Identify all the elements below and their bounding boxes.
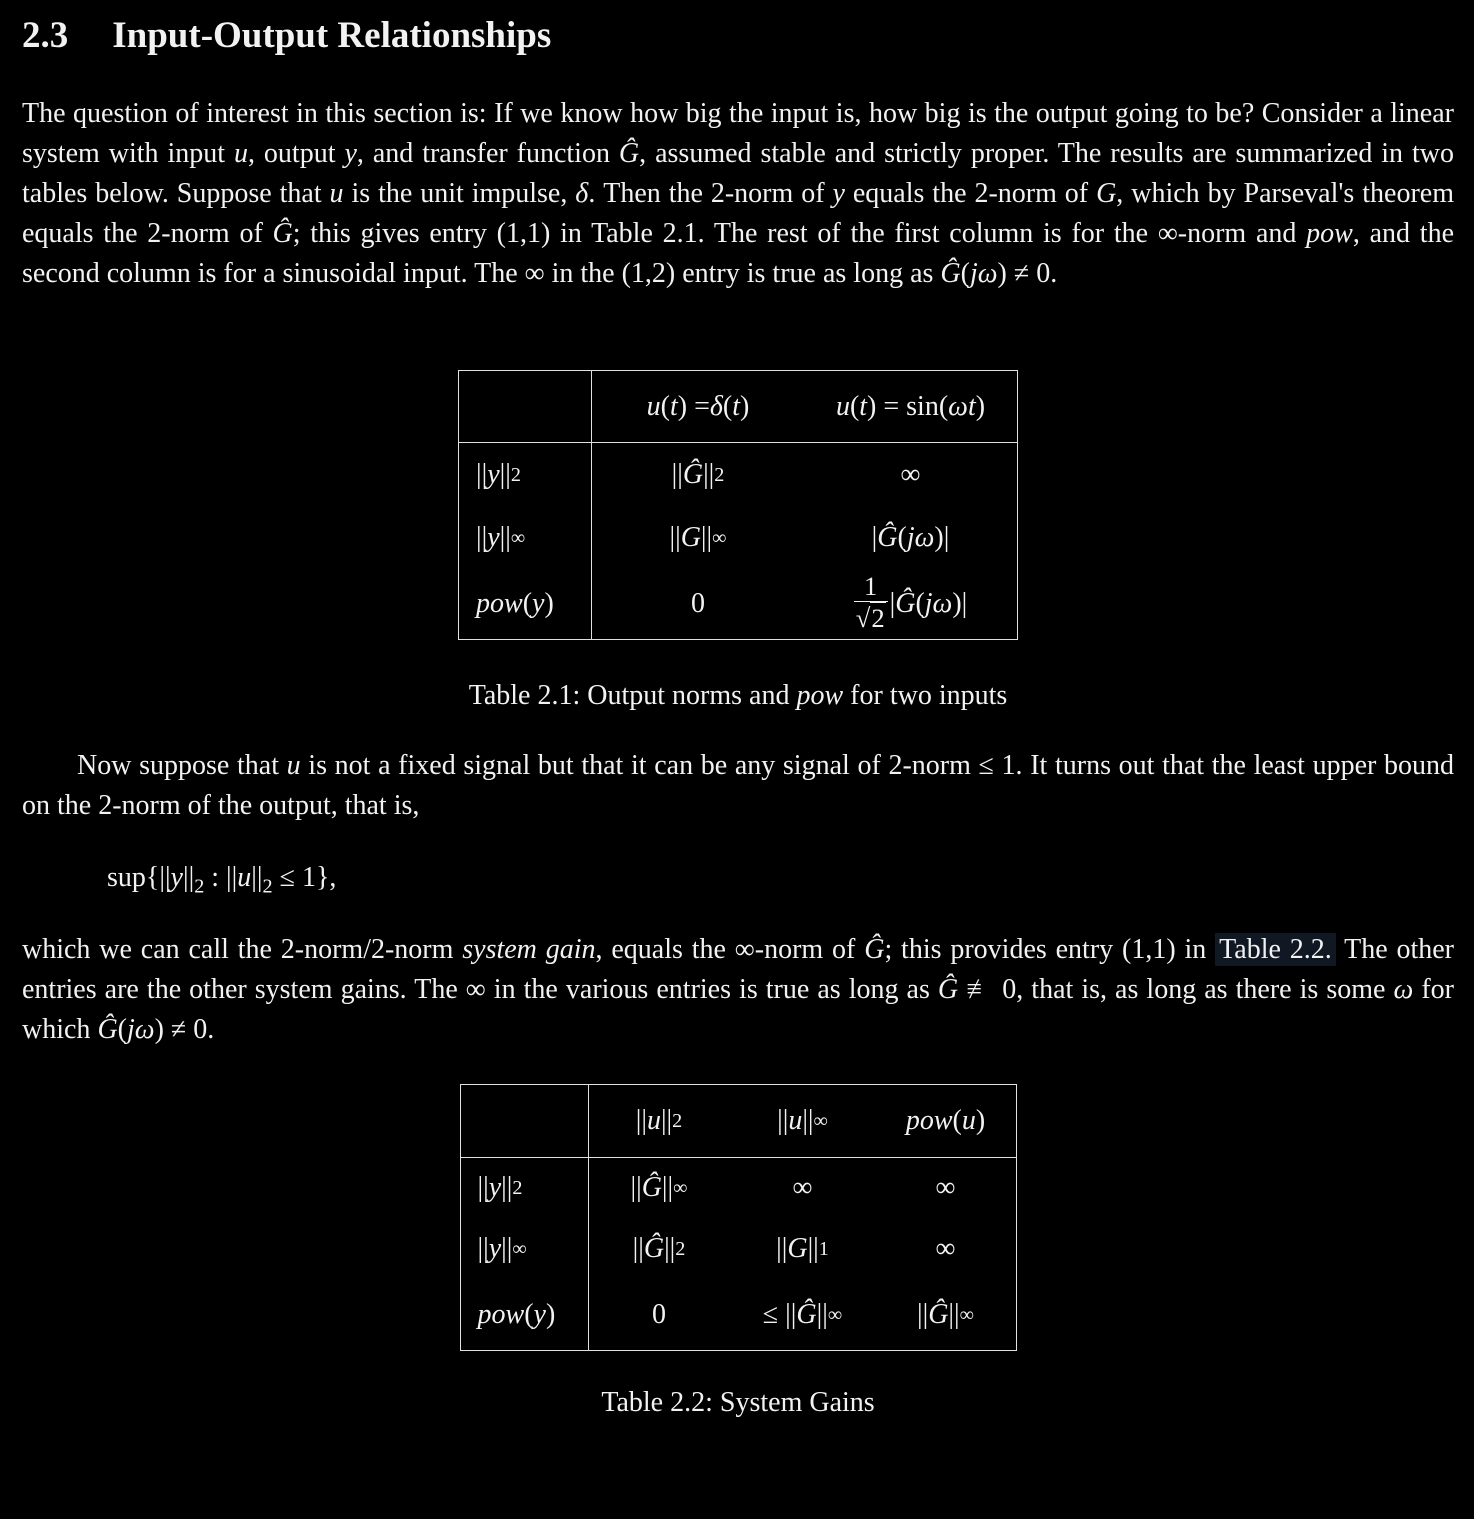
table-col-header: u ( t ) = sin( ωt ) <box>804 371 1017 443</box>
section-number: 2.3 <box>22 15 69 56</box>
table-cell: 0 <box>652 1299 666 1331</box>
table-cell: || G || 1 <box>776 1233 829 1265</box>
table-cell: ∞ <box>935 1233 956 1265</box>
table-cell: 0 <box>691 588 705 620</box>
paragraph-gain-intro: Now suppose that u is not a fixed signal but that it can be any signal of 2-norm ≤ 1. It turns out that the least upper bound on the 2-norm of the output, that is, <box>22 750 1454 822</box>
table-row-label: || y || ∞ <box>461 1218 589 1280</box>
table-caption-2-2: Table 2.2: System Gains <box>601 1387 875 1419</box>
table-cell: ∞ <box>935 1172 956 1204</box>
paragraph-intro: The question of interest in this section is: If we know how big the input is, how big is the output going to be? Consider a linear system with input u, output y, and transfer function Ĝ, assumed stable and strictly proper. The results are summarized in two tables below. Suppose that u is the unit impulse, δ. Then the 2-norm of y equals the 2-norm of G, which by Parseval's theorem equals the 2-norm of Ĝ; this gives entry (1,1) in Table 2.1. The rest of the first column is for the ∞-norm and pow, and the second column is for a sinusoidal input. The ∞ in the (1,2) entry is true as long as Ĝ(jω) ≠ 0. <box>22 98 1454 290</box>
table-row-label: || y || 2 <box>459 443 592 506</box>
table-2-2 <box>460 1084 1017 1351</box>
table-col-header: pow ( u ) <box>876 1085 1016 1158</box>
table-2-1-block <box>22 370 1454 716</box>
table-corner-cell <box>461 1085 589 1158</box>
table-col-header: u ( t ) = δ ( t ) <box>592 371 804 443</box>
table-cell: || Ĝ || 2 <box>671 458 725 490</box>
table-col-header: || u || ∞ <box>730 1085 876 1158</box>
section-heading <box>22 14 1454 58</box>
table-col-header: || u || 2 <box>589 1085 730 1158</box>
table-2-2-link[interactable]: Table 2.2. <box>1215 933 1336 966</box>
paragraph-gain: which we can call the 2-norm/2-norm system gain, equals the ∞-norm of Ĝ; this provides entry (1,1) in Table 2.2. The other entries are the other system gains. The ∞ in the various entries is true as long as Ĝ ≢ 0, that is, as long as there is some ω for which Ĝ(jω) ≠ 0. <box>22 934 1455 1046</box>
table-2-1 <box>458 370 1018 640</box>
table-row-label: pow ( y ) <box>459 569 592 639</box>
table-corner-cell <box>459 371 592 443</box>
table-row-label: pow ( y ) <box>461 1280 589 1350</box>
table-cell: || G || ∞ <box>669 521 727 553</box>
table-caption-2-1: Table 2.1: Output norms and pow for two inputs <box>468 680 1008 712</box>
equation-sup-norm: $sup\{||y||_2$ : $||u||_2 \le 1$}, <box>107 862 337 898</box>
table-cell: $\frac{1}{√2}$ |Ĝ(jω)| <box>804 569 1017 639</box>
table-row-label: || y || ∞ <box>459 506 592 569</box>
table-cell: || Ĝ || ∞ <box>916 1299 975 1331</box>
table-cell: || Ĝ || ∞ <box>630 1172 688 1204</box>
table-cell: ∞ <box>900 458 921 490</box>
table-cell: ∞ <box>792 1172 813 1204</box>
table-2-2-block <box>22 1084 1454 1423</box>
section-title: Input-Output Relationships <box>112 15 552 56</box>
table-row-label: || y || 2 <box>461 1158 589 1218</box>
table-cell: ≤ || Ĝ || ∞ <box>762 1299 843 1331</box>
table-cell: | Ĝ ( jω )| <box>871 521 950 553</box>
table-cell: || Ĝ || 2 <box>632 1233 686 1265</box>
